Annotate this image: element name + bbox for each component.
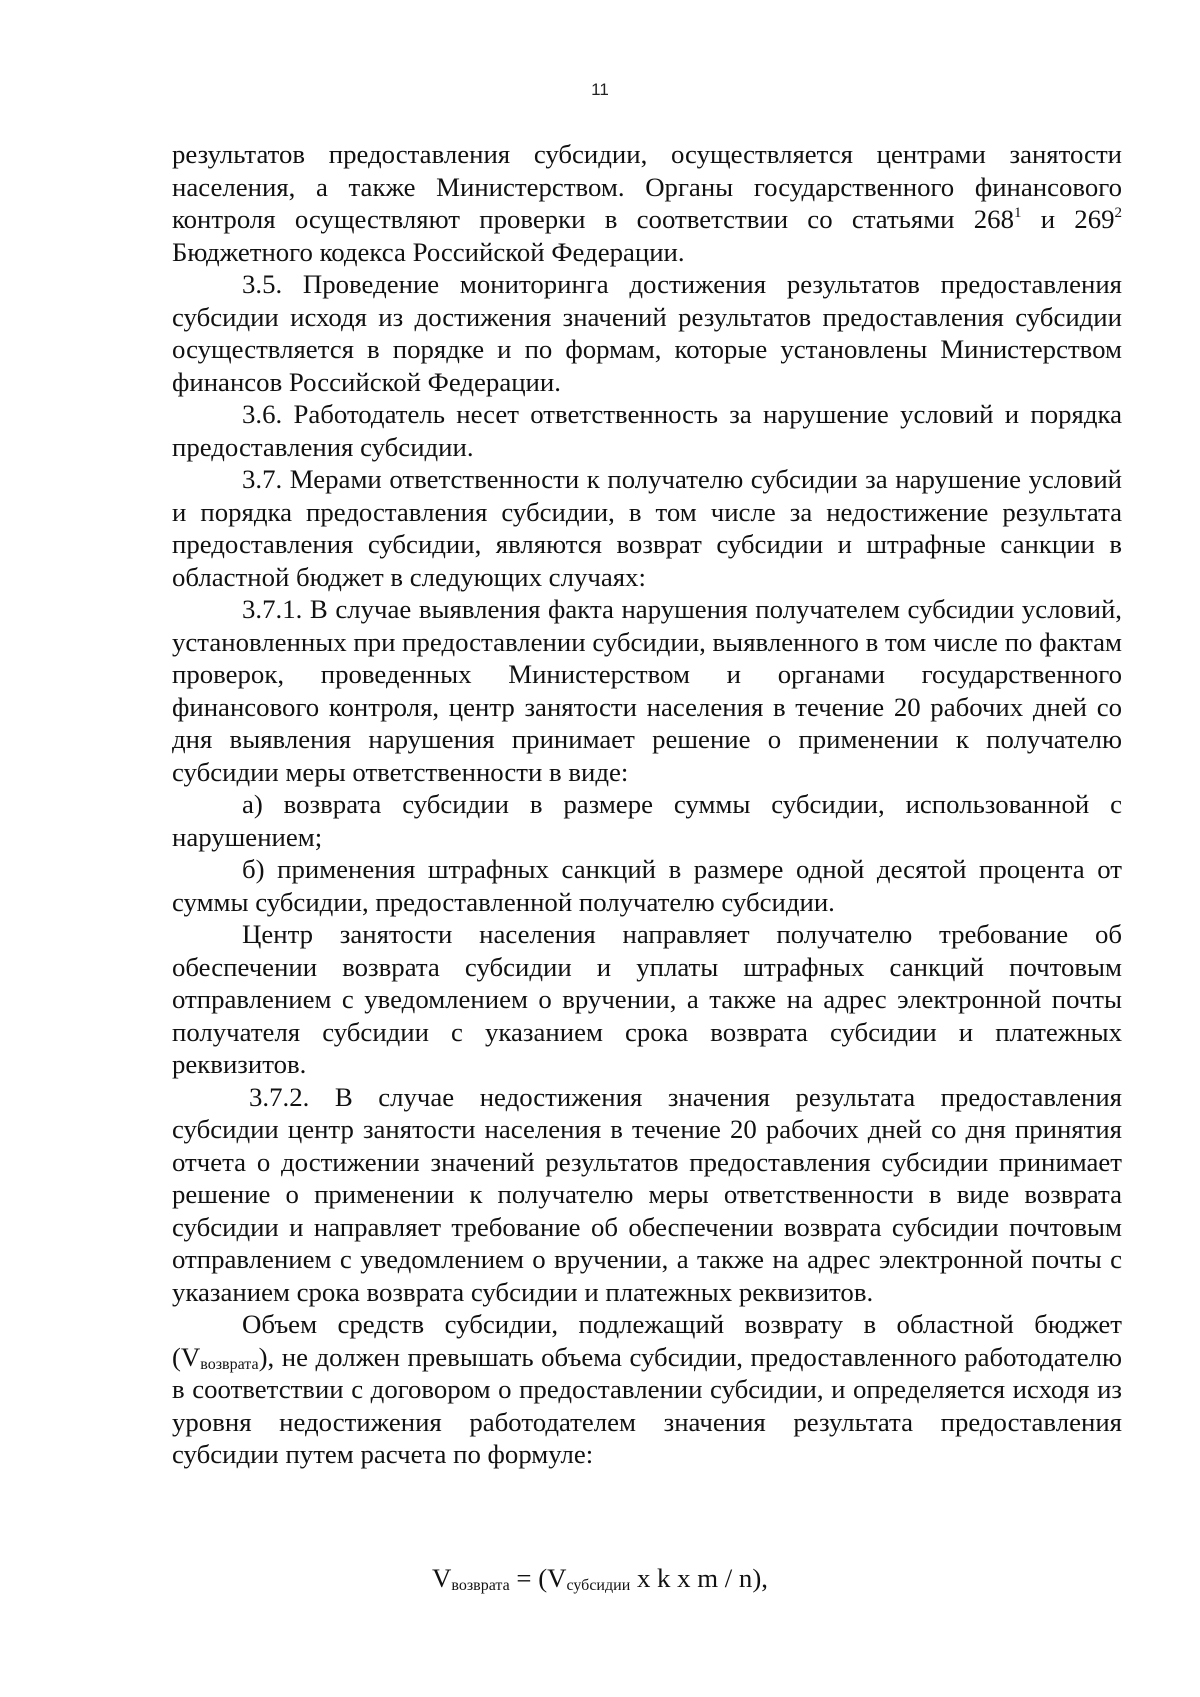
paragraph-3-7-1: 3.7.1. В случае выявления факта нарушения получателем субсидии условий, установленных при предоставлении субсидии, выявленного в том числе по фактам проверок, проведенных Министерством и органами государственного финансового контроля, центр занятости населения в течение 20 рабочих дней со дня выявления нарушения принимает решение о применении к получателю субсидии меры ответственности в виде: <box>172 594 1122 787</box>
document-body <box>172 138 1122 1471</box>
paragraph-3-5: 3.5. Проведение мониторинга достижения результатов предоставления субсидии исходя из достижения значений результатов предоставления субсидии осуществляется в порядке и по формам, которые установлены Министерством финансов Российской Федерации. <box>172 269 1122 397</box>
paragraph-text: Бюджетного кодекса Российской Федерации. <box>172 236 685 267</box>
footnote-superscript: 2 <box>1114 205 1122 221</box>
paragraph-text: и 269 <box>1021 204 1115 234</box>
formula-subscript: субсидии <box>566 1577 631 1594</box>
formula-symbol: V <box>432 1563 452 1593</box>
paragraph-3-7: 3.7. Мерами ответственности к получателю субсидии за нарушение условий и порядка предоставления субсидии, в том числе за недостижение результата предоставления субсидии, являются возврат субсидии и штрафные санкции в областной бюджет в следующих случаях: <box>172 464 1122 592</box>
paragraph-text: Объем средств субсидии, подлежащий возврату в областной бюджет (V <box>172 1309 1122 1372</box>
paragraph-volume <box>172 1308 1122 1471</box>
paragraph-financial-control <box>172 138 1122 268</box>
paragraph-text: результатов предоставления субсидии, осуществляется центрами занятости населения, а также Министерством. Органы государственного финансового контроля осуществляют проверки в соответствии со статьями 268 <box>172 139 1122 234</box>
formula-text: x k x m / n), <box>630 1563 768 1593</box>
formula <box>0 1562 1200 1594</box>
subscript-text: возврата <box>200 1355 259 1373</box>
formula-text: = (V <box>509 1563 567 1593</box>
paragraph-text: ), не должен превышать объема субсидии, предоставленного работодателю в соответствии с договором о предоставлении субсидии, и определяется исходя из уровня недостижения работодателем значения результата предоставления субсидии путем расчета по формуле: <box>172 1341 1122 1469</box>
paragraph-3-6: 3.6. Работодатель несет ответственность за нарушение условий и порядка предоставления субсидии. <box>172 399 1122 462</box>
footnote-superscript: 1 <box>1013 205 1022 221</box>
list-item-b: б) применения штрафных санкций в размере одной десятой процента от суммы субсидии, предоставленной получателю субсидии. <box>172 854 1122 917</box>
paragraph-3-7-2: 3.7.2. В случае недостижения значения результата предоставления субсидии центр занятости населения в течение 20 рабочих дней со дня принятия отчета о достижении значений результатов предоставления субсидии принимает решение о применении к получателю меры ответственности в виде возврата субсидии и направляет требование об обеспечении возврата субсидии почтовым отправлением с уведомлением о вручении, а также на адрес электронной почты с указанием срока возврата субсидии и платежных реквизитов. <box>172 1081 1122 1307</box>
page-number: 11 <box>591 80 609 99</box>
paragraph-center-notice: Центр занятости населения направляет получателю требование об обеспечении возврата субсидии и уплаты штрафных санкций почтовым отправлением с уведомлением о вручении, а также на адрес электронной почты получателя субсидии с указанием срока возврата субсидии и платежных реквизитов. <box>172 919 1122 1079</box>
list-item-a: а) возврата субсидии в размере суммы субсидии, использованной с нарушением; <box>172 789 1122 852</box>
formula-subscript: возврата <box>451 1577 510 1594</box>
